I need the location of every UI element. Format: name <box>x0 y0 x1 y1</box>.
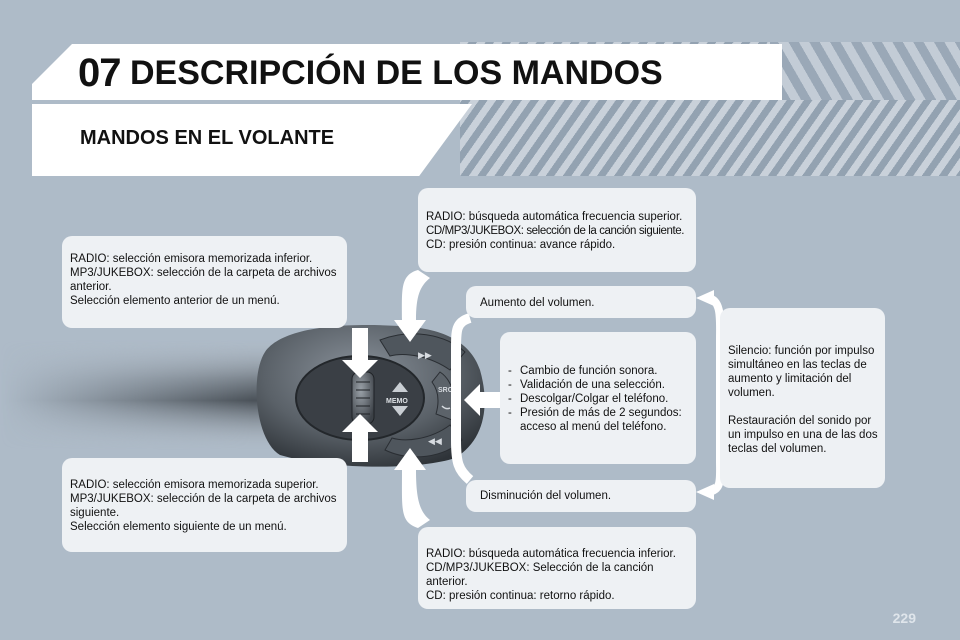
callout-text: Disminución del volumen. <box>480 490 612 502</box>
callout-text: RADIO: selección emisora memorizada superior. <box>70 479 319 491</box>
callout-top-right <box>418 188 696 272</box>
chapter-number: 07 <box>78 51 121 95</box>
callout-center <box>500 332 696 464</box>
page-number: 229 <box>892 610 916 626</box>
page-title: DESCRIPCIÓN DE LOS MANDOS <box>130 54 663 92</box>
forward-icon: ▶▶ <box>418 350 432 360</box>
callout-volume-up <box>466 286 696 318</box>
memo-label: MEMO <box>386 398 408 405</box>
arrow-volume-up-icon <box>696 290 714 306</box>
stalk-shaft <box>0 340 300 450</box>
callout-text: RADIO: selección emisora memorizada inferior. <box>70 253 313 265</box>
section-subtitle: MANDOS EN EL VOLANTE <box>80 127 335 149</box>
callout-text: RADIO: búsqueda automática frecuencia superior. <box>426 211 683 223</box>
callout-text: RADIO: búsqueda automática frecuencia inferior. <box>426 548 676 560</box>
src-label: SRC <box>438 387 453 394</box>
callout-text: Restauración del sonido por un impulso en una de las dos teclas del volumen. <box>728 415 878 455</box>
callout-text: MP3/JUKEBOX: selección de la carpeta de archivos siguiente. <box>70 493 337 519</box>
callout-text: MP3/JUKEBOX: selección de la carpeta de archivos anterior. <box>70 267 337 293</box>
arrow-volume-down-icon <box>696 484 714 500</box>
center-list <box>508 364 690 434</box>
callout-text: CD/MP3/JUKEBOX: selección de la canción siguiente. <box>426 225 685 237</box>
mute-bracket <box>708 298 720 492</box>
callout-text: Selección elemento siguiente de un menú. <box>70 521 287 533</box>
list-item: - Descolgar/Colgar el teléfono. <box>508 392 690 406</box>
callout-volume-down <box>466 480 696 512</box>
callout-left-bottom <box>62 458 347 552</box>
callout-bottom-right <box>418 527 696 609</box>
rewind-icon: ◀◀ <box>428 436 442 446</box>
list-item: - Cambio de función sonora. <box>508 364 690 378</box>
callout-text: Silencio: función por impulso simultáneo en las teclas de aumento y limitación del volumen. <box>728 345 875 399</box>
callout-left-top <box>62 236 347 328</box>
callout-text: CD: presión continua: retorno rápido. <box>426 590 615 602</box>
callout-text: CD/MP3/JUKEBOX: Selección de la canción anterior. <box>426 562 654 588</box>
list-item: - Validación de una selección. <box>508 378 690 392</box>
callout-text: CD: presión continua: avance rápido. <box>426 239 616 251</box>
callout-text: Aumento del volumen. <box>480 297 595 309</box>
list-item: - Presión de más de 2 segundos: acceso al menú del teléfono. <box>508 406 690 434</box>
callout-text: Selección elemento anterior de un menú. <box>70 295 280 307</box>
callout-mute <box>720 308 885 488</box>
